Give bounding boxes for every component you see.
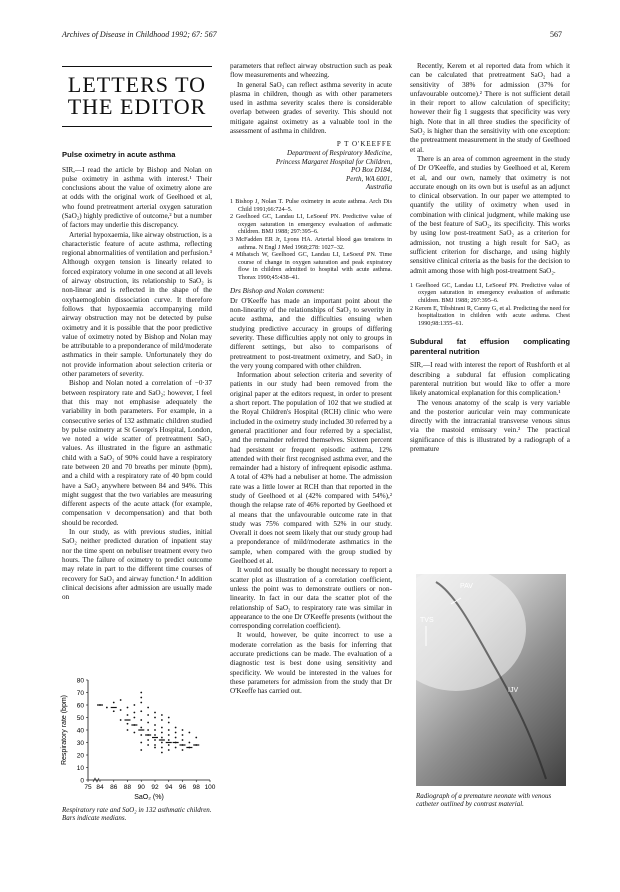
radiograph-caption: Radiograph of a premature neonate with venous catheter outlined by contrast material. — [416, 792, 552, 809]
title-rule-bottom — [62, 126, 212, 127]
x-tick-label: 84 — [96, 784, 104, 791]
data-point — [147, 744, 149, 746]
data-point — [161, 727, 163, 729]
x-tick-label: 98 — [192, 784, 200, 791]
data-point — [175, 737, 177, 739]
data-point — [154, 744, 156, 746]
data-point — [133, 732, 135, 734]
references — [230, 198, 392, 282]
data-point — [154, 747, 156, 749]
data-point — [161, 732, 163, 734]
x-tick-label: 94 — [165, 784, 173, 791]
data-point — [168, 722, 170, 724]
data-point — [113, 710, 115, 712]
section-title — [62, 74, 212, 118]
y-tick-label: 80 — [76, 677, 84, 685]
x-tick-label: 96 — [178, 784, 187, 791]
reference: 3 McFadden ER Jr, Lyons HA. Arterial blood gas tensions in asthma. N Engl J Med 1968;278: 1027–32. — [230, 235, 392, 251]
reference: 4 Mihatsch W, Geelhoed GC, Landau LI, LeSoeuf PN. Time course of change in oxygen saturation and peak expiratory flow in children admitted to hospital with acute asthma. Thorax 1990;45:438–41. — [230, 251, 392, 281]
label-tvs: TVS — [420, 617, 434, 624]
data-point — [175, 732, 177, 734]
reply-para: Information about selection criteria and severity of patients in our study had been removed from the original paper at the editors request, in order to present a short report. The population of 102 that we studied at the Royal Children's Hospital (RCH) clinic who were included in the oximetry study included 30 referred by a general practitioner and four referred by a specialist, and the remainder referred themselves. Sixteen percent had persistent or frequent episodic asthma, 12% attended with their first recognised asthma ever, and the remainder had a history of infrequent episodic asthma. A total of 43% had a nebuliser at home. The admission rate was a little lower at RCH than that reported in the study of Geelhoed et al (42% compared with 54%),² though the relapse rate of 46% reported by Geelhoed et al means that the unfavourable outcome rate in that study was 75% compared with 52% in our study. Overall it does not seem likely that our study group had a preponderance of mild/moderate asthmatics in the sample, when compared with the group studied by Geelhoed et al. — [230, 371, 392, 566]
data-point — [140, 697, 142, 699]
data-point — [161, 742, 163, 744]
reply-heading: Drs Bishop and Nolan comment: — [230, 287, 325, 296]
data-point — [182, 739, 184, 741]
data-point — [168, 744, 170, 746]
affiliation: Princess Margaret Hospital for Children, — [275, 157, 392, 166]
section-title-line2: THE EDITOR — [67, 94, 207, 119]
data-point — [120, 699, 122, 701]
radiograph-image — [416, 574, 566, 786]
page-number: 567 — [550, 30, 562, 39]
data-point — [154, 729, 156, 731]
data-point — [182, 734, 184, 736]
letter2-title: Subdural fat effusion complicating parenteral nutrition — [410, 337, 570, 356]
data-point — [161, 747, 163, 749]
column-2 — [230, 62, 392, 697]
data-point — [168, 717, 170, 719]
x-axis-label: SaO₂ (%) — [134, 794, 164, 801]
reply-para: Recently, Kerem et al reported data from which it can be calculated that pretreatment SaO₂ had a sensitivity of 38% for admission (37% for unfavourable outcome).² There is not sufficient detail in their report to allow calculation of specificity; however their fig 1 suggests that specificity was very high. Note that in all three studies the specificity of SaO₂ is higher than the sensitivity with one exception: the pretreatment measurement in the study of Geelhoed et al. — [410, 62, 570, 154]
reference: 2 Geelhoed GC, Landau LI, LeSoeuf PN. Predictive value of oxygen saturation in emergency evaluation of asthmatic children. BMJ 1988; 297:395–6. — [230, 213, 392, 236]
letter1-para: In general SaO₂ can reflect asthma severity in acute plasma in children, though as with other parameters used in asthma severity scales there is considerable overlap between grades of severity. This should not mitigate against oximetry as a valuable tool in the assessment of asthma in children. — [230, 80, 392, 136]
data-point — [133, 712, 135, 714]
data-point — [140, 734, 142, 736]
letter1-para: Bishop and Nolan noted a correlation of −0·37 between respiratory rate and SaO₂; however, I feel that this may not emphasise adequately the variability in both parameters. For example, in a consecutive series of 132 asthmatic children studied by pulse oximetry at St George's Hospital, London, we noted a wide scatter of pretreatment SaO₂ values. As illustrated in the figure an asthmatic child with a SaO₂ of 90% could have a respiratory rate between 20 and 70 breaths per minute (bpm), and a child with a respiratory rate of 40 bpm could have a SaO₂ anywhere between 84 and 94%. This might suggest that the two variables are measuring different aspects of the acute attack (for example, compensation v decompensation) and that both should be recorded. — [62, 379, 212, 527]
reply-para: Dr O'Keeffe has made an important point about the non-linearity of the relationships of SaO₂ to severity in acute asthma, and the difficulties ensuing when studying predictive accuracy in groups of differing severity. These difficulties apply not only to groups in different settings, but also to comparisons of pretreatment to post-treatment oximetry, and SaO₂ in the very young compared with other children. — [230, 296, 392, 370]
y-tick-label: 0 — [80, 777, 84, 785]
affiliation: PO Box D184, — [350, 166, 392, 175]
y-tick-label: 20 — [76, 752, 84, 760]
reference: 2 Kerem E, Tibshirani R, Canny G, et al. Predicting the need for hospitalization in children with acute asthma. Chest 1990;98:1355–61. — [410, 304, 570, 327]
figure-caption: Respiratory rate and SaO₂ in 132 asthmatic children. Bars indicate medians. — [62, 806, 212, 823]
data-point — [175, 727, 177, 729]
radiograph-overlay — [416, 574, 566, 786]
data-point — [154, 739, 156, 741]
data-point — [168, 739, 170, 741]
data-point — [188, 732, 190, 734]
x-tick-label: 92 — [151, 784, 159, 791]
journal-header: Archives of Disease in Childhood 1992; 67: 567 — [62, 30, 217, 39]
y-tick-label: 30 — [76, 740, 84, 747]
x-tick-label: 90 — [137, 784, 145, 791]
column-1 — [62, 150, 212, 602]
data-point — [154, 734, 156, 736]
data-point — [161, 752, 163, 754]
data-point — [161, 714, 163, 716]
y-tick-label: 70 — [76, 690, 84, 697]
data-point — [161, 737, 163, 739]
data-point — [120, 719, 122, 721]
data-point — [161, 719, 163, 721]
column-3 — [410, 62, 570, 454]
data-point — [182, 749, 184, 751]
section-title-line1: LETTERS TO — [67, 72, 207, 97]
author-name: P T O'KEEFFE — [336, 140, 392, 149]
data-point — [140, 692, 142, 694]
data-point — [168, 749, 170, 751]
data-point — [195, 737, 197, 739]
reply-para: There is an area of common agreement in the study of Dr O'Keeffe, and studies by Geelhoed et al, Kerem et al, and our own, namely that oximetry is not accurate enough on its own but is useful as an adjunct to clinical observation. In our paper we attempted to quantify the utility of oximetry when used in combination with clinical judgment, while making use of the best feature of SaO₂, its specificity. This works by using low post-treatment SaO₂ as a criterion for admission, not trusting a high result for SaO₂ as sufficient criterion for discharge, and using highly sensitive clinical criteria as the basis for the decision to admit among those with high post-treatment SaO₂. — [410, 154, 570, 275]
data-point — [106, 707, 108, 709]
data-point — [120, 709, 122, 711]
skull-shape — [416, 574, 526, 691]
y-tick-label: 10 — [76, 765, 84, 772]
reference: 1 Bishop J, Nolan T. Pulse oximetry in acute asthma. Arch Dis Child 1991;66:724–5. — [230, 197, 392, 213]
x-tick-label: 88 — [123, 784, 132, 791]
data-point — [147, 722, 149, 724]
x-tick-label: 100 — [204, 784, 216, 791]
letter2-para: SIR,—I read with interest the report of Rushforth et al describing a subdural fat effusion complicating parenteral nutrition but would like to offer a more likely anatomical explanation for this complication.¹ — [410, 361, 570, 398]
data-point — [127, 714, 129, 716]
data-point — [147, 729, 149, 731]
data-point — [140, 727, 142, 729]
data-point — [113, 702, 115, 704]
signature — [230, 140, 392, 192]
data-point — [188, 742, 190, 744]
letter1-para: In our study, as with previous studies, initial SaO₂ neither predicted duration of inpatient stay nor the time spent on nebuliser treatment every two hours. The failure of oximetry to predict outcome may relate in part to the different time courses of recovery for SaO₂ and airway function.⁴ In addition clinical decisions after admission are usually made on — [62, 528, 212, 602]
data-point — [168, 729, 170, 731]
data-point — [133, 717, 135, 719]
axis-break-mark — [93, 778, 99, 782]
data-point — [140, 710, 142, 712]
x-tick-label: 75 — [84, 784, 92, 791]
data-point — [140, 702, 142, 704]
data-point — [147, 707, 149, 709]
affiliation: Department of Respiratory Medicine, — [287, 148, 392, 157]
label-pav: PAV — [460, 583, 473, 590]
data-point — [127, 729, 129, 731]
x-tick-label: 86 — [110, 784, 118, 791]
y-tick-label: 50 — [76, 715, 84, 722]
data-point — [133, 704, 135, 706]
data-point — [175, 747, 177, 749]
data-point — [140, 742, 142, 744]
data-point — [127, 723, 129, 725]
affiliation: Australia — [365, 183, 392, 192]
reply-para: It would, however, be quite incorrect to use a moderate correlation as the basis for inferring that accurate predictions can be made. The evaluation of a diagnostic test is best done using sensitivity and specificity. We would be interested in the values for these parameters for admission from the study that Dr O'Keeffe has carried out. — [230, 631, 392, 696]
affiliation: Perth, WA 6001, — [345, 174, 392, 183]
data-point — [182, 729, 184, 731]
y-tick-label: 60 — [76, 702, 84, 710]
y-axis-label: Respiratory rate (bpm) — [61, 694, 68, 766]
data-point — [127, 707, 129, 709]
letter1-continued: parameters that reflect airway obstruction such as peak flow measurements and wheezing. — [230, 62, 392, 80]
letter1-para: Arterial hypoxaemia, like airway obstruction, is a characteristic feature of acute asthma, reflecting regional abnormalities of ventilation and perfusion.³ Although oxygen tension is linearly related to forced expiratory volume in one second at all levels of airway obstruction, its relationship to SaO₂ is non-linear and is reflected in the shape of the oxyhaemoglobin dissociation curve. It therefore follows that hypoxaemia accompanying mild airway obstruction may not be detected by pulse oximetry and it is possible that the poor predictive value of oximetry noted by Bishop and Nolan may be attributable to a preponderance of mild/moderate asthmatics in their sample. Unfortunately they do not provide information about selection criteria or other parameters of severity. — [62, 230, 212, 379]
data-point — [147, 739, 149, 741]
reference: 1 Geelhoed GC, Landau LI, LeSoeuf PN. Predictive value of oxygen saturation in emergency evaluation of asthmatic children. BMJ 1988; 297:395–6. — [410, 281, 570, 305]
data-point — [154, 724, 156, 726]
data-point — [140, 749, 142, 751]
data-point — [168, 734, 170, 736]
scatter-chart — [58, 674, 218, 804]
letter1-para: SIR,—I read the article by Bishop and Nolan on pulse oximetry in asthma with interest.¹ Their conclusions about the value of oximetry alone are at odds with the original work of Geelhoed et al, who found pretreatment arterial oxygen saturation (SaO₂) highly predictive of outcome,² but a number of factors may underlie this discrepancy. — [62, 165, 212, 230]
data-point — [140, 719, 142, 721]
reply-references — [410, 282, 570, 328]
label-ijv: IJV — [508, 687, 519, 694]
letter2-para: The venous anatomy of the scalp is very variable and the posterior auricular vein may communicate directly with the intracranial transverse venous sinus via the mastoid emissary vein.² The practical significance of this is illustrated by a radiograph of a premature — [410, 398, 570, 454]
data-point — [154, 712, 156, 714]
y-tick-label: 40 — [76, 727, 84, 735]
data-point — [147, 714, 149, 716]
letter1-title: Pulse oximetry in acute asthma — [62, 150, 176, 159]
title-rule-top — [62, 66, 212, 67]
data-point — [154, 717, 156, 719]
reply-para: It would not usually be thought necessary to report a scatter plot as illustration of a correlation coefficient, unless the point was to demonstrate outliers or non-linearity. In fact in our data the scatter plot of the relationship of SaO₂ to respiratory rate was similar in appearance to the one Dr O'Keeffe presents (without the corresponding correlation coefficient). — [230, 566, 392, 631]
